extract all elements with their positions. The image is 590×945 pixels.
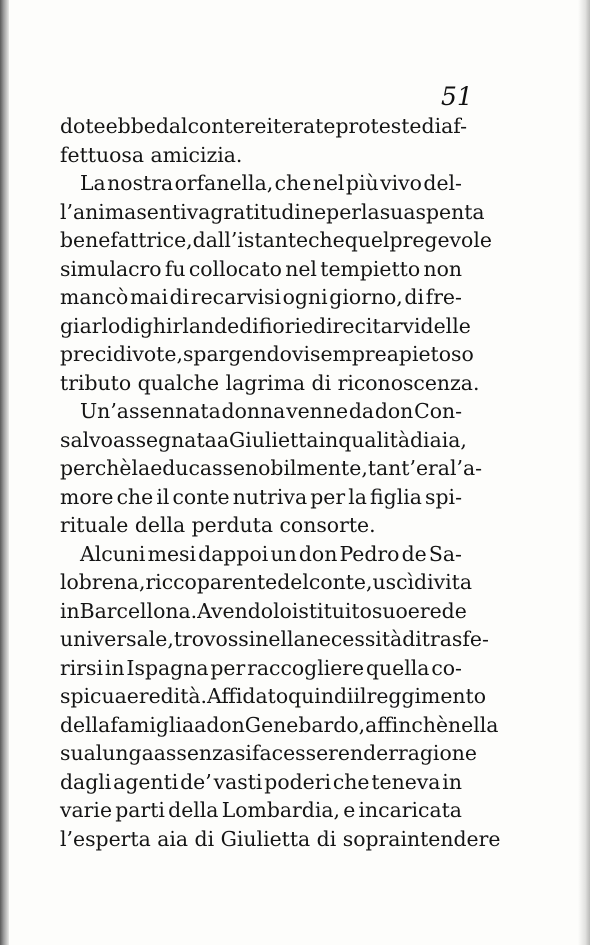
text-line: spicua eredità. Affidato quindi il reggimento	[60, 684, 487, 708]
page-number: 51	[441, 82, 473, 111]
text-line: dote ebbe dal conte reiterate proteste di af-	[60, 114, 467, 138]
text-line: della famiglia a don Genebardo, affinchè nella	[60, 712, 499, 737]
text-line: La nostra orfanella, che nel più vivo del-	[80, 171, 462, 195]
text-line: Un’assennata donna venne da don Con-	[80, 399, 462, 423]
text-line: varie parti della Lombardia, e incaricata	[60, 798, 462, 822]
text-line: tributo qualche lagrima di riconoscenza.	[60, 370, 480, 395]
text-line: salvo assegnata a Giulietta in qualità di aia,	[60, 427, 467, 452]
text-line: fettuosa amicizia.	[60, 142, 243, 167]
text-line: perchè la educasse nobilmente, tant’era l’a-	[60, 456, 483, 480]
paragraph	[60, 169, 492, 397]
text-line: l’anima sentiva gratitudine per la sua spenta	[60, 199, 485, 224]
text-line: more che il conte nutriva per la figlia spi-	[60, 484, 462, 509]
text-line: rirsi in Ispagna per raccogliere quella co-	[60, 655, 462, 680]
text-line: preci divote, spargendovi sempre a pietoso	[60, 342, 474, 366]
text-line: lobrena, ricco parente del conte, uscì di vita	[60, 570, 473, 594]
text-line: giarlo di ghirlande di fiori e di recitarvi delle	[60, 313, 471, 338]
text-line: l’esperta aia di Giulietta di sopraintendere	[60, 826, 501, 851]
text-line: mancò mai di recarvisi ogni giorno, di fre-	[60, 285, 462, 309]
paragraph	[60, 397, 483, 540]
page-edge	[578, 0, 590, 945]
body-text	[60, 112, 501, 853]
paragraph	[60, 112, 467, 169]
text-line: simulacro fu collocato nel tempietto non	[60, 256, 462, 281]
paragraph	[60, 540, 501, 854]
text-line: benefattrice, dall’istante che quel pregevole	[60, 228, 492, 252]
text-line: in Barcellona. Avendolo istituito suo erede	[60, 598, 467, 623]
text-line: sua lunga assenza si facesse render ragione	[60, 741, 477, 765]
text-line: dagli agenti de’ vasti poderi che teneva in	[60, 769, 462, 794]
binding-gutter	[0, 0, 9, 945]
text-line: Alcuni mesi dappoi un don Pedro de Sa-	[80, 541, 462, 566]
text-line: universale, trovossi nella necessità di trasfe-	[60, 627, 489, 651]
text-line: rituale della perduta consorte.	[60, 513, 376, 537]
